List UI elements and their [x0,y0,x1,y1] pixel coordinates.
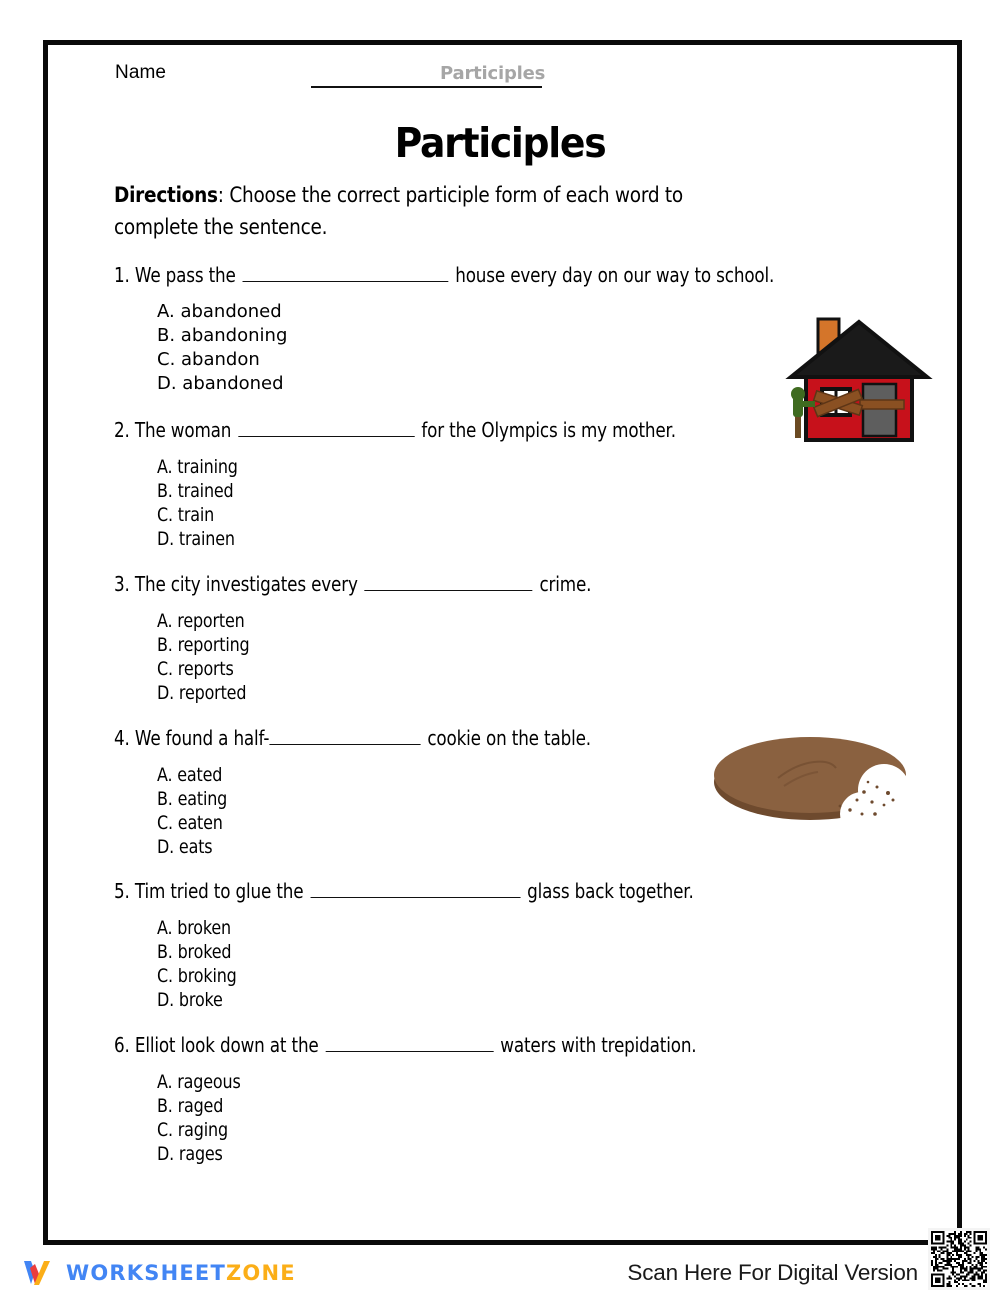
answer-blank[interactable] [325,1035,493,1052]
answer-options [157,916,804,1012]
worksheet-zone-logo[interactable] [22,1255,296,1291]
logo-worksheet-text: WORKSHEET [66,1261,226,1285]
answer-options [157,455,783,551]
question-text-after: cookie on the table. [422,726,591,750]
abandoned-house-illustration [784,312,934,457]
page-title: Participles [394,119,606,167]
name-blank-line[interactable] [311,86,542,88]
answer-option[interactable]: D. abandoned [157,373,284,394]
question-text-before: The city investigates every [134,572,363,596]
header-topic-label: Participles [440,63,546,84]
question-block [114,1033,807,1166]
answer-option[interactable]: A. abandoned [157,301,282,322]
question-text-before: We pass the [134,263,241,287]
scan-here-text: Scan Here For Digital Version [627,1260,918,1285]
answer-option[interactable]: D. broke [157,989,223,1011]
answer-option[interactable]: B. trained [157,480,234,502]
question-text-before: We found a half- [134,726,270,750]
question-prompt [114,418,676,442]
logo-text [66,1261,296,1285]
answer-option[interactable]: C. broking [157,965,237,987]
mailbox-top [791,387,805,401]
answer-option[interactable]: B. abandoning [157,325,288,346]
question-number: 2. [114,418,135,442]
directions-label: Directions [114,183,218,208]
question-text-after: crime. [534,572,592,596]
question-prompt [114,726,591,750]
answer-blank[interactable] [310,881,520,898]
answer-option[interactable]: B. raged [157,1095,224,1117]
door-board [860,400,904,409]
question-text-after: house every day on our way to school. [450,263,775,287]
cookie-svg [712,730,917,830]
question-prompt [114,263,774,287]
directions-text [114,180,750,244]
answer-option[interactable]: C. reports [157,658,234,680]
question-block [114,879,804,1012]
question-text-before: Elliot look down at the [134,1033,324,1057]
answer-options [157,763,682,859]
mailbox-flag [801,401,815,407]
answer-blank[interactable] [365,574,533,591]
question-prompt [114,1033,696,1057]
answer-blank[interactable] [243,265,449,282]
answer-option[interactable]: A. training [157,456,238,478]
house-svg [784,312,934,457]
answer-option[interactable]: B. eating [157,788,228,810]
answer-options [157,1070,807,1166]
question-number: 3. [114,572,135,596]
worksheet-header [115,60,815,94]
question-block [114,418,783,551]
answer-option[interactable]: A. eated [157,764,223,786]
answer-option[interactable]: C. raging [157,1119,228,1141]
question-number: 6. [114,1033,135,1057]
answer-option[interactable]: C. train [157,504,215,526]
qr-code[interactable] [928,1228,990,1290]
question-prompt [114,879,694,903]
answer-option[interactable]: A. broken [157,917,231,939]
question-number: 1. [114,263,135,287]
logo-zone-text: ZONE [225,1261,296,1285]
answer-option[interactable]: B. reporting [157,634,250,656]
answer-option[interactable]: B. broked [157,941,232,963]
answer-option[interactable]: A. rageous [157,1071,241,1093]
answer-option[interactable]: C. abandon [157,349,260,370]
answer-option[interactable]: C. eaten [157,812,223,834]
question-number: 5. [114,879,135,903]
question-text-before: The woman [134,418,237,442]
logo-mark-icon [22,1258,56,1288]
question-prompt [114,572,591,596]
question-text-after: waters with trepidation. [495,1033,697,1057]
name-label: Name [115,62,167,83]
question-text-before: Tim tried to glue the [134,879,309,903]
answer-blank[interactable] [238,420,414,437]
answer-option[interactable]: A. reporten [157,610,245,632]
answer-option[interactable]: D. trainen [157,528,235,550]
half-eaten-cookie-illustration [712,730,917,830]
question-block [114,572,682,705]
question-number: 4. [114,726,135,750]
door-icon [863,384,896,436]
question-block [114,726,682,859]
answer-blank[interactable] [269,728,420,745]
question-text-after: for the Olympics is my mother. [416,418,676,442]
answer-option[interactable]: D. eats [157,836,213,858]
roof-icon [791,322,927,377]
directions-body: : Choose the correct participle form of each word to complete the sentence. [114,183,683,240]
answer-option[interactable]: D. reported [157,682,247,704]
qr-code-svg [931,1231,987,1287]
answer-option[interactable]: D. rages [157,1143,223,1165]
question-block [114,263,900,396]
answer-options [157,609,682,705]
question-text-after: glass back together. [521,879,694,903]
